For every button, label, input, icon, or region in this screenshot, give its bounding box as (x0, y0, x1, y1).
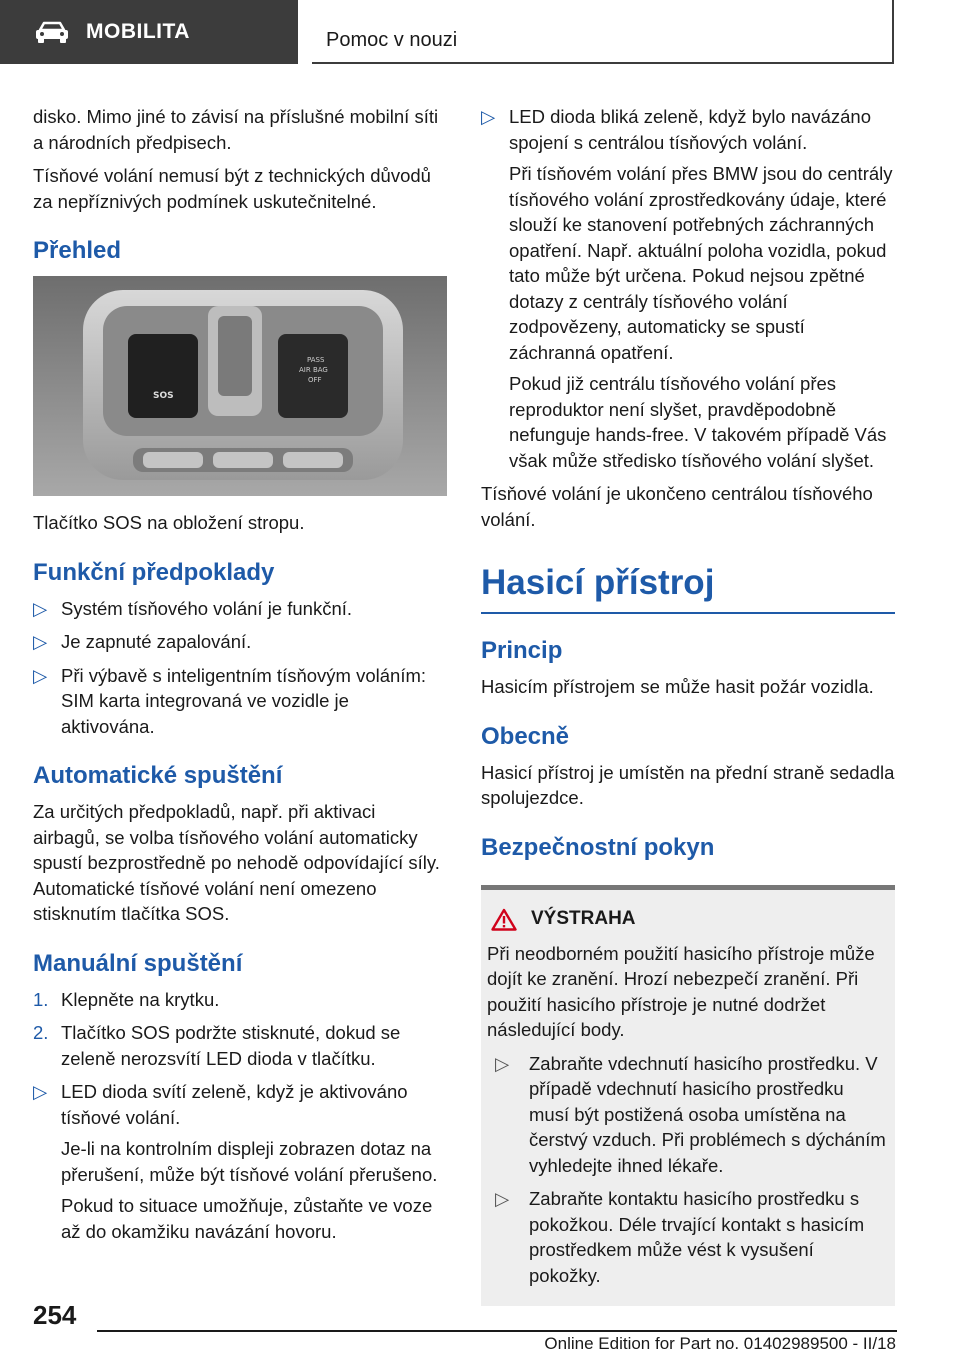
warning-title-row (487, 908, 887, 931)
automatic-start-heading: Automatické spuštění (33, 762, 283, 789)
airbag-label: AIR BAG (299, 366, 328, 374)
warning-box (481, 885, 895, 1307)
warning-title: VÝSTRAHA (531, 908, 636, 929)
list-item: ▷ Je zapnuté zapalování. (33, 629, 447, 655)
footer-edition: Online Edition for Part no. 01402989500 - II/18 (544, 1334, 896, 1353)
numbered-step: 2. Tlačítko SOS podržte stisknuté, dokud se zeleně nerozsvítí LED dioda v tlačítku. (33, 1022, 401, 1069)
sos-label: SOS (153, 391, 174, 401)
manual-start-heading: Manuální spuštění (33, 949, 243, 977)
triangle-bullet-icon: ▷ (33, 1081, 48, 1102)
automatic-start-text: Za určitých předpokladů, např. při aktivaci airbagů, se volba tísňového volání automaticky spustí bezprostředně po nehodě odpovídající síly. Automatické tísňové volání není omezeno stisknutím tlačítka SOS. (33, 801, 440, 924)
off-label: OFF (308, 376, 322, 384)
triangle-bullet-icon: ▷ (495, 1052, 510, 1074)
list-item: ▷ LED dioda svítí zeleně, když je aktivováno tísňové volání. Je-li na kontrolním displeji zobrazen dotaz na přerušení, může být tísňové volání přerušeno. Pokud to situace umožňuje, zůstaňte ve voze až do okamžiku navázání hovoru. (33, 1081, 438, 1242)
list-item: ▷ Zabraňte vdechnutí hasicího prostředku. V případě vdechnutí hasicího prostředku musí být postižená osoba umístěna na čerstvý vzduch. Při problémech s dýcháním vyhledejte ihned lékaře. (495, 1052, 886, 1176)
right-column (481, 104, 895, 1306)
safety-heading: Bezpečnostní pokyn (481, 833, 715, 861)
page-number: 254 (33, 1300, 77, 1330)
list-item: ▷ LED dioda bliká zeleně, když bylo navázáno spojení s centrálou tísňových volání. Při tísňovém volání přes BMW jsou do centrály tísňového volání zprostředkovány údaje, které slouží ke stanovení potřebných záchranných opatření. Např. aktuální poloha vozidla, pokud tato může být určena. Pokud nejsou zpětné dotazy z centrály tísňového volání zodpovězeny, automaticky se spustí záchranná opatření. Pokud již centrálu tísňového volání přes reproduktor není slyšet, pravděpodobně nefunguje hands-free. V takovém případě Vás však může středisko tísňového volání slyšet. (481, 106, 893, 471)
principle-heading: Princip (481, 637, 563, 664)
triangle-bullet-icon: ▷ (481, 106, 496, 127)
warning-text: Při neodborném použití hasicího přístroje může dojít ke zranění. Hrozí nebezpečí zranění. Při použití hasicího přístroje je nutné dodržet následující body. (487, 942, 875, 1040)
intro-paragraph: Tísňové volání nemusí být z technických důvodů za nepříznivých podmínek uskutečnitelné. (33, 165, 431, 212)
header-chapter-box (312, 0, 894, 64)
header-section-tab (0, 0, 298, 64)
triangle-bullet-icon: ▷ (33, 664, 48, 686)
list-item: ▷ Systém tísňového volání je funkční. (33, 596, 447, 622)
prerequisites-heading: Funkční předpoklady (33, 558, 275, 586)
left-column (33, 104, 447, 1252)
footer-divider (97, 1330, 897, 1332)
warning-triangle-icon (491, 908, 517, 931)
extinguisher-heading: Hasicí přístroj (481, 562, 895, 614)
pass-label: PASS (307, 356, 325, 364)
call-end-text: Tísňové volání je ukončeno centrálou tísňového volání. (481, 483, 873, 530)
triangle-bullet-icon: ▷ (495, 1188, 510, 1209)
numbered-step: 1. Klepněte na krytku. (33, 988, 220, 1010)
general-heading: Obecně (481, 722, 570, 750)
triangle-bullet-icon: ▷ (33, 597, 48, 619)
header-section-title: MOBILITA (86, 20, 190, 43)
intro-paragraph: disko. Mimo jiné to závisí na příslušné mobilní síti a národních předpisech. (33, 106, 439, 153)
triangle-bullet-icon: ▷ (33, 631, 48, 652)
principle-text: Hasicím přístrojem se může hasit požár vozidla. (481, 676, 874, 697)
overview-heading: Přehled (33, 237, 122, 264)
list-item: ▷ Při výbavě s inteligentním tísňovým voláním: SIM karta integrovaná ve vozidle je aktivována. (33, 664, 427, 737)
general-text: Hasicí přístroj je umístěn na přední straně sedadla spolujezdce. (481, 761, 895, 808)
sos-button-photo (33, 276, 447, 496)
header-chapter-title: Pomoc v nouzi (326, 29, 458, 51)
list-item: ▷ Zabraňte kontaktu hasicího prostředku s pokožkou. Déle trvající kontakt s hasicím prostředkem může vést k vysušení pokožky. (495, 1188, 865, 1286)
photo-caption: Tlačítko SOS na obložení stropu. (33, 512, 305, 533)
car-icon (34, 20, 70, 44)
